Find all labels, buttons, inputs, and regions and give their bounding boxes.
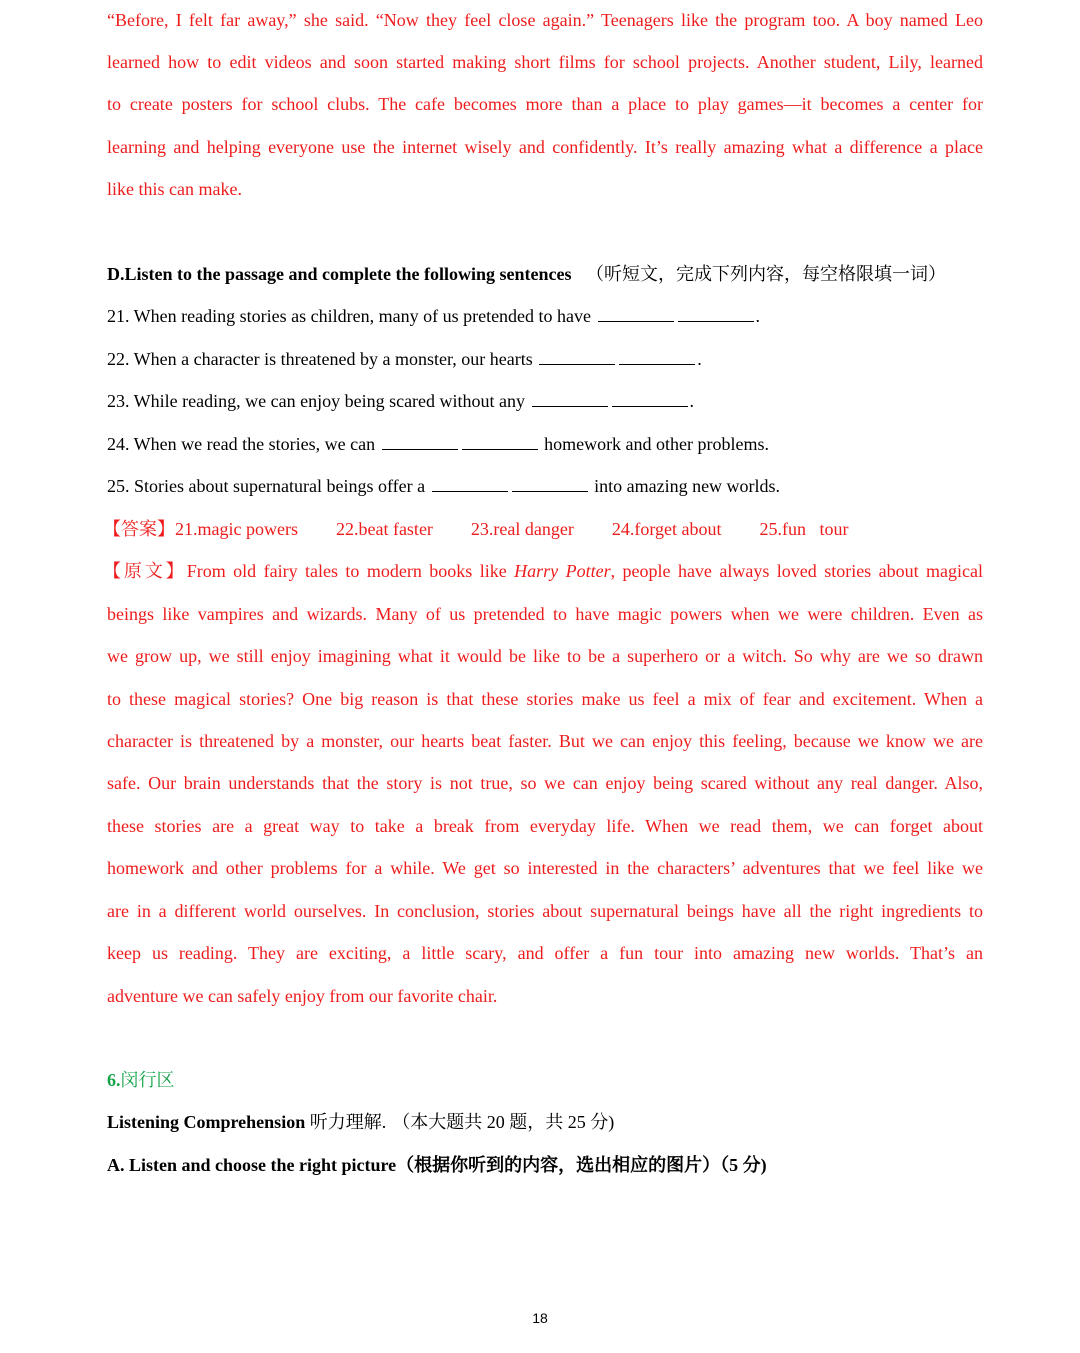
question-24: 24. When we read the stories, we can homework and other problems. (107, 434, 770, 454)
answer-item: 24.forget about (611, 519, 722, 539)
intro-line: to create posters for school clubs. The cafe becomes more than a place to play games—it becomes a center for (107, 94, 983, 114)
section-d-heading (107, 262, 983, 286)
original-line: to these magical stories? One big reason is that these stories make us feel a mix of fear and excitement. When a (107, 689, 983, 709)
book-title: Harry Potter (514, 561, 611, 581)
original-line: are in a different world ourselves. In conclusion, stories about supernatural beings have all the right ingredients to (107, 901, 983, 921)
answer-item: 22.beat faster (335, 519, 433, 539)
listening-heading: Listening Comprehension 听力理解. （本大题共 20 题，共 25 分) (107, 1112, 615, 1132)
intro-line: like this can make. (107, 179, 242, 199)
question-25: 25. Stories about supernatural beings offer a into amazing new worlds. (107, 476, 781, 496)
original-first-line: 【原文】From old fairy tales to modern books like Harry Potter, people have always loved stories about magical (103, 561, 984, 581)
original-label: 【原文】 (103, 561, 187, 581)
answer-blank[interactable] (678, 307, 754, 322)
answer-blank[interactable] (532, 392, 608, 407)
section-d-heading-cn: （听短文，完成下列内容，每空格限填一词） (585, 264, 946, 284)
answer-blank[interactable] (612, 392, 688, 407)
answer-blank[interactable] (598, 307, 674, 322)
answer-blank[interactable] (382, 435, 458, 450)
answer-label: 【答案】 (103, 519, 175, 539)
question-22: 22. When a character is threatened by a monster, our hearts . (107, 349, 702, 369)
original-line: we grow up, we still enjoy imagining what it would be like to be a superhero or a witch. So why are we so drawn (107, 646, 983, 666)
answer-blank[interactable] (462, 435, 538, 450)
answer-item: 21.magic powers (175, 519, 298, 539)
answer-blank[interactable] (512, 477, 588, 492)
answer-blank[interactable] (619, 350, 695, 365)
part-a-heading: A. Listen and choose the right picture（根据你听到的内容，选出相应的图片）（5 分) (107, 1155, 767, 1175)
original-line: these stories are a great way to take a break from everyday life. When we read them, we can forget about (107, 816, 983, 836)
answer-blank[interactable] (539, 350, 615, 365)
section-d-heading-en: D.Listen to the passage and complete the following sentences (107, 264, 572, 284)
answer-key (103, 517, 979, 541)
section-6-title: 6.闵行区 (107, 1070, 175, 1090)
original-line: safe. Our brain understands that the story is not true, so we can enjoy being scared without any real danger. Also, (107, 773, 983, 793)
original-line: adventure we can safely enjoy from our favorite chair. (107, 986, 498, 1006)
intro-line: “Before, I felt far away,” she said. “Now they feel close again.” Teenagers like the program too. A boy named Leo (107, 10, 983, 30)
question-21: 21. When reading stories as children, many of us pretended to have . (107, 306, 761, 326)
original-line: beings like vampires and wizards. Many of us pretended to have magic powers when we were children. Even as (107, 604, 983, 624)
intro-line: learned how to edit videos and soon started making short films for school projects. Another student, Lily, learned (107, 52, 983, 72)
original-line: keep us reading. They are exciting, a little scary, and offer a fun tour into amazing new worlds. That’s an (107, 943, 983, 963)
question-23: 23. While reading, we can enjoy being scared without any . (107, 391, 695, 411)
page-number: 18 (532, 1310, 548, 1326)
answer-item: 23.real danger (470, 519, 574, 539)
original-line: character is threatened by a monster, our hearts beat faster. But we can enjoy this feeling, because we know we are (107, 731, 983, 751)
original-line: homework and other problems for a while. We get so interested in the characters’ adventures that we feel like we (107, 858, 983, 878)
answer-blank[interactable] (432, 477, 508, 492)
answer-item: 25.fun tour (759, 519, 849, 539)
intro-line: learning and helping everyone use the internet wisely and confidently. It’s really amazing what a difference a place (107, 137, 983, 157)
